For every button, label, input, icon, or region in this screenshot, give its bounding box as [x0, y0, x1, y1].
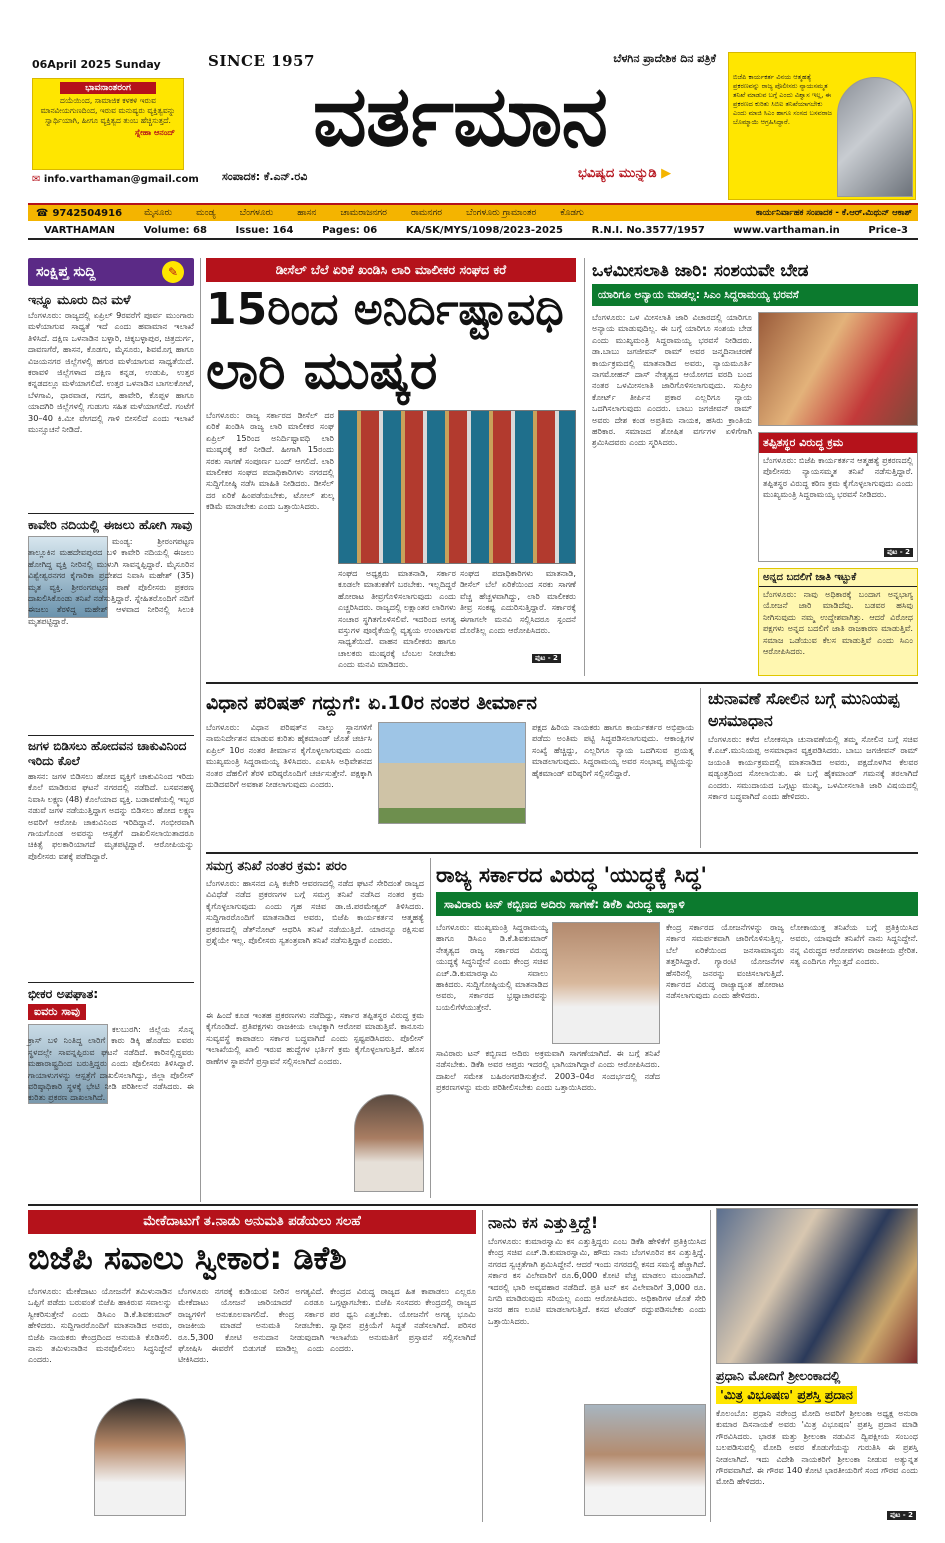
war-body-3: ಕೇಂದ್ರ ಸರ್ಕಾರದ ಯೋಜನೆಗಳನ್ನು ರಾಜ್ಯ ಸರ್ಕಾರ ಸಮರ್ಪಕವಾಗಿ ಜಾರಿಗೊಳಿಸುತ್ತಿಲ್ಲ. ಬೆಲೆ ಏರಿಕೆಯಿಂದ ಜನಸಾಮಾನ್ಯರು ತತ್ತರಿಸಿದ್ದಾರೆ. ಗ್ಯಾರಂಟಿ ಯೋಜನೆಗಳ ಹೆಸರಿನಲ್ಲಿ ಜನರನ್ನು ವಂಚಿಸಲಾಗುತ್ತಿದೆ. ಸರ್ಕಾರದ ವಿರುದ್ಧ ರಾಜ್ಯಾದ್ಯಂತ ಹೋರಾಟ ನಡೆಸಲಾಗುವುದು ಎಂದು ಹೇಳಿದರು. [666, 922, 784, 1001]
price: Price-3 [868, 225, 908, 236]
quota-box-2-body: ಬೆಂಗಳೂರು: ನಾವು ಅಧಿಕಾರಕ್ಕೆ ಬಂದಾಗ ಅನ್ನಭಾಗ್ಯ ಯೋಜನೆ ಜಾರಿ ಮಾಡಿದೆವು. ಬಡವರ ಹಸಿವು ನೀಗಿಸುವುದು ನಮ್ಮ ಉದ್ದೇಶವಾಗಿತ್ತು. ಆದರೆ ವಿರೋಧ ಪಕ್ಷಗಳು ಅನ್ನದ ಬದಲಿಗೆ ಜಾತಿ ರಾಜಕಾರಣ ಮಾಡುತ್ತಿವೆ. ಸಮಾಜ ಒಡೆಯುವ ಕೆಲಸ ಮಾಡುತ್ತಿವೆ ಎಂದು ಸಿಎಂ ಆರೋಪಿಸಿದರು. [763, 589, 913, 657]
brief-2-headline: ಕಾವೇರಿ ನದಿಯಲ್ಲಿ ಈಜಲು ಹೋಗಿ ಸಾವು [28, 517, 193, 532]
quota-headline: ಒಳಮೀಸಲಾತಿ ಜಾರಿ: ಸಂಶಯವೇ ಬೇಡ [592, 261, 809, 281]
lorry-body-1: ಬೆಂಗಳೂರು: ರಾಜ್ಯ ಸರ್ಕಾರದ ಡೀಸೆಲ್ ದರ ಏರಿಕೆ ಖಂಡಿಸಿ ರಾಜ್ಯ ಲಾರಿ ಮಾಲೀಕರ ಸಂಘ ಏಪ್ರಿಲ್ 15ರಿಂದ ಅನಿರ್ದಿಷ್ಟಾವಧಿ ಲಾರಿ ಮುಷ್ಕರಕ್ಕೆ ಕರೆ ನೀಡಿದೆ. ಹೀಗಾಗಿ 15ರಂದು ಸರಕು ಸಾಗಣೆ ಸಂಪೂರ್ಣ ಬಂದ್ ಆಗಲಿದೆ. ಲಾರಿ ಮಾಲೀಕರ ಸಂಘದ ಪದಾಧಿಕಾರಿಗಳು ನಗರದಲ್ಲಿ ಸುದ್ದಿಗೋಷ್ಠಿ ನಡೆಸಿ ಮಾಹಿತಿ ನೀಡಿದರು. ಡೀಸೆಲ್ ದರ ಏರಿಕೆ ಹಿಂಪಡೆಯಬೇಕು, ಟೋಲ್ ಶುಲ್ಕ ಕಡಿಮೆ ಮಾಡಬೇಕು ಎಂದು ಒತ್ತಾಯಿಸಿದರು. [206, 410, 334, 512]
mekedatu-body-2: ಬೆಂಗಳೂರು ನಗರಕ್ಕೆ ಕುಡಿಯುವ ನೀರಿನ ಅಗತ್ಯವಿದೆ. ಮೇಕೆದಾಟು ಯೋಜನೆ ಜಾರಿಯಾದರೆ ಎರಡೂ ರಾಜ್ಯಗಳಿಗೆ ಅನುಕೂಲವಾಗಲಿದೆ. ಕೇಂದ್ರ ಸರ್ಕಾರ ರಾಜಕೀಯ ಮಾಡದೆ ಅನುಮತಿ ನೀಡಬೇಕು. ರೂ.5,300 ಕೋಟಿ ಅನುದಾನ ನೀಡುವುದಾಗಿ ಘೋಷಿಸಿ ಈವರೆಗೆ ಬಿಡುಗಡೆ ಮಾಡಿಲ್ಲ ಎಂದು ಟೀಕಿಸಿದರು. [178, 1286, 324, 1365]
war-headline: ರಾಜ್ಯ ಸರ್ಕಾರದ ವಿರುದ್ಧ 'ಯುದ್ಧಕ್ಕೆ ಸಿದ್ಧ' [436, 863, 707, 887]
quota-box-1-headline: ತಪ್ಪಿತಸ್ಥರ ವಿರುದ್ಧ ಕ್ರಮ [759, 433, 917, 453]
pages: Pages: 06 [322, 225, 378, 236]
lorry-body-2: ಸಂಘದ ಅಧ್ಯಕ್ಷರು ಮಾತನಾಡಿ, ಸರ್ಕಾರ ಕೂಡಲೇ ಮಾತುಕತೆಗೆ ಬರಬೇಕು. ಇಲ್ಲದಿದ್ದರೆ ಹೋರಾಟ ತೀವ್ರಗೊಳಿಸಲಾಗುವುದು ಎಂದು ಎಚ್ಚರಿಸಿದರು. ರಾಜ್ಯದಲ್ಲಿ ಲಕ್ಷಾಂತರ ಲಾರಿಗಳು ಸಂಚಾರ ಸ್ಥಗಿತಗೊಳಿಸಲಿವೆ. ಇದರಿಂದ ಅಗತ್ಯ ವಸ್ತುಗಳ ಪೂರೈಕೆಯಲ್ಲಿ ವ್ಯತ್ಯಯ ಉಂಟಾಗುವ ಸಾಧ್ಯತೆಯಿದೆ. ವಾಹನ ಮಾಲೀಕರು ಹಾಗೂ ಚಾಲಕರು ಮುಷ್ಕರಕ್ಕೆ ಬೆಂಬಲ ನೀಡಬೇಕು ಎಂದು ಮನವಿ ಮಾಡಿದರು. [338, 568, 456, 670]
nav-item-mysuru[interactable]: ಮೈಸೂರು [144, 208, 173, 218]
masthead-title: ವರ್ತಮಾನ [312, 67, 608, 165]
promo-photo [837, 77, 913, 197]
email-text: info.varthaman@gmail.com [43, 174, 199, 185]
quota-box-1 [758, 432, 918, 562]
garbage-story [488, 1210, 706, 1522]
brief-1-body: ಬೆಂಗಳೂರು: ರಾಜ್ಯದಲ್ಲಿ ಏಪ್ರಿಲ್ 9ರವರೆಗೆ ಪೂರ್ವ ಮುಂಗಾರು ಮಳೆಯಾಗುವ ಸಾಧ್ಯತೆ ಇದೆ ಎಂದು ಹವಾಮಾನ ಇಲಾಖೆ ತಿಳಿಸಿದೆ. ದಕ್ಷಿಣ ಒಳನಾಡಿನ ಬಳ್ಳಾರಿ, ಚಿಕ್ಕಬಳ್ಳಾಪುರ, ಚಿತ್ರದುರ್ಗ, ದಾವಣಗೆರೆ, ಹಾಸನ, ಕೊಡಗು, ಮೈಸೂರು, ಶಿವಮೊಗ್ಗ ಹಾಗೂ ವಿಜಯನಗರ ಜಿಲ್ಲೆಗಳಲ್ಲಿ ಹಗುರ ಮಳೆಯಾಗುವ ಸಾಧ್ಯತೆಯಿದೆ. ಕರಾವಳಿ ಜಿಲ್ಲೆಗಳಾದ ದಕ್ಷಿಣ ಕನ್ನಡ, ಉಡುಪಿ, ಉತ್ತರ ಕನ್ನಡದಲ್ಲೂ ಮಳೆಯಾಗಲಿದೆ. ಉತ್ತರ ಒಳನಾಡಿನ ಬಾಗಲಕೋಟೆ, ಬೆಳಗಾವಿ, ಧಾರವಾಡ, ಗದಗ, ಹಾವೇರಿ, ಕೊಪ್ಪಳ ಹಾಗೂ ಯಾದಗಿರಿ ಜಿಲ್ಲೆಗಳಲ್ಲಿ ಗುಡುಗು ಸಹಿತ ಮಳೆಯಾಗಲಿದೆ. ಗಂಟೆಗೆ 30–40 ಕಿ.ಮೀ ವೇಗದಲ್ಲಿ ಗಾಳಿ ಬೀಸಲಿದೆ ಎಂದು ಇಲಾಖೆ ಮುನ್ಸೂಚನೆ ನೀಡಿದೆ. [28, 310, 194, 435]
mekedatu-body-1: ಬೆಂಗಳೂರು: ಮೇಕೆದಾಟು ಯೋಜನೆಗೆ ತಮಿಳುನಾಡಿನ ಒಪ್ಪಿಗೆ ಪಡೆದು ಬರುವಂತೆ ಬಿಜೆಪಿ ಹಾಕಿರುವ ಸವಾಲನ್ನು ಸ್ವೀಕರಿಸುತ್ತೇನೆ ಎಂದು ಡಿಸಿಎಂ ಡಿ.ಕೆ.ಶಿವಕುಮಾರ್ ಹೇಳಿದರು. ಸುದ್ದಿಗಾರರೊಂದಿಗೆ ಮಾತನಾಡಿದ ಅವರು, ಬಿಜೆಪಿ ನಾಯಕರು ಕೇಂದ್ರದಿಂದ ಅನುಮತಿ ಕೊಡಿಸಲಿ. ನಾನು ತಮಿಳುನಾಡಿನ ಮನವೊಲಿಸಲು ಸಿದ್ಧನಿದ್ದೇನೆ ಎಂದರು. [28, 1286, 172, 1365]
war-subhead: ಸಾವಿರಾರು ಟನ್ ಕಬ್ಬಿಣದ ಅದಿರು ಸಾಗಣೆ: ಡಿಕೆಶಿ ವಿರುದ್ಧ ವಾಗ್ದಾಳಿ [436, 892, 918, 916]
parameshwar-story [206, 858, 424, 1198]
rni: R.N.I. No.3577/1957 [591, 225, 705, 236]
council-body-1: ಬೆಂಗಳೂರು: ವಿಧಾನ ಪರಿಷತ್‌ನ ನಾಲ್ಕು ಸ್ಥಾನಗಳಿಗೆ ನಾಮನಿರ್ದೇಶನ ಮಾಡುವ ಕುರಿತು ಹೈಕಮಾಂಡ್ ಜೊತೆ ಚರ್ಚಿಸಿ ಏಪ್ರಿಲ್ 10ರ ನಂತರ ತೀರ್ಮಾನ ಕೈಗೊಳ್ಳಲಾಗುವುದು ಎಂದು ಮುಖ್ಯಮಂತ್ರಿ ಸಿದ್ದರಾಮಯ್ಯ ತಿಳಿಸಿದರು. ಎಐಸಿಸಿ ಅಧಿವೇಶನದ ನಂತರ ದೆಹಲಿಗೆ ತೆರಳಿ ವರಿಷ್ಠರೊಂದಿಗೆ ಚರ್ಚಿಸುತ್ತೇನೆ. ಪಕ್ಷಕ್ಕಾಗಿ ದುಡಿದವರಿಗೆ ಅವಕಾಶ ನೀಡಲಾಗುವುದು ಎಂದರು. [206, 722, 372, 790]
issue: Issue: 164 [235, 225, 294, 236]
lorry-headline-2: ಲಾರಿ ಮುಷ್ಕರ [206, 341, 438, 401]
exec-editor: ಕಾರ್ಯನಿರ್ವಾಹಕ ಸಂಪಾದಕ - ಕೆ.ಆರ್.ಮಿಥುನ್ ಆಕಾಶ್ [755, 208, 912, 218]
nav-item-bengaluru[interactable]: ಬೆಂಗಳೂರು [239, 208, 274, 218]
since-label: SINCE 1957 [208, 52, 315, 70]
promo-box [728, 52, 916, 200]
play-icon: ▶ [661, 166, 672, 181]
nav-item-chamarajanagar[interactable]: ಚಾಮರಾಜನಗರ [340, 208, 387, 218]
quota-box-2 [758, 568, 918, 676]
lorry-photo [338, 410, 576, 564]
nav-item-hassan[interactable]: ಹಾಸನ [297, 208, 317, 218]
left-column [28, 258, 194, 1202]
brief-2-body: ಮಂಡ್ಯ: ಶ್ರೀರಂಗಪಟ್ಟಣ ತಾಲ್ಲೂಕಿನ ಮಹದೇವಪುರದ ಬಳಿ ಕಾವೇರಿ ನದಿಯಲ್ಲಿ ಈಜಲು ಹೋಗಿದ್ದ ವ್ಯಕ್ತಿ ನೀರಿನಲ್ಲಿ ಮುಳುಗಿ ಸಾವನ್ನಪ್ಪಿದ್ದಾರೆ. ಮೈಸೂರಿನ ವಿಶ್ವೇಶ್ವರನಗರ ಕೈಗಾರಿಕಾ ಪ್ರದೇಶದ ನಿವಾಸಿ ಮಹೇಶ್ (35) ಮೃತ ವ್ಯಕ್ತಿ. ಶ್ರೀರಂಗಪಟ್ಟಣ ಠಾಣೆ ಪೊಲೀಸರು ಪ್ರಕರಣ ದಾಖಲಿಸಿಕೊಂಡು ತನಿಖೆ ನಡೆಸುತ್ತಿದ್ದಾರೆ. ಸ್ನೇಹಿತರೊಂದಿಗೆ ನದಿಗೆ ಈಜಲು ತೆರಳಿದ್ದ ಮಹೇಶ್ ಆಳವಾದ ನೀರಿನಲ್ಲಿ ಸಿಲುಕಿ ಮೃತಪಟ್ಟಿದ್ದಾರೆ. [28, 536, 194, 626]
brief-header [28, 258, 194, 286]
quota-continued[interactable]: ಪುಟ - 2 [884, 548, 913, 557]
nav-item-mandya[interactable]: ಮಂಡ್ಯ [196, 208, 216, 218]
kumaraswamy-photo [552, 922, 660, 1044]
thought-text: ದಯೆಯಿಂದ, ಸಾಮಾಜಿಕ ಕಳಕಳಿ ಇರುವ ಮಾನವೀಯಗುಣದಿಂದ, ಇರುವ ಮನುಷ್ಯರು ವ್ಯಕ್ತಿತ್ವವನ್ನು ಸ್ವಾರ್ಥಿಯಾಗಿ, ಹೀಗೂ ವ್ಯಕ್ತಿತ್ವದ ತುಂಬ ಹೆಚ್ಚಿಸುತ್ತದೆ. [40, 96, 176, 125]
editor-line: ಸಂಪಾದಕ: ಕೆ.ಎನ್.ರವಿ [222, 170, 308, 183]
war-body-1: ಬೆಂಗಳೂರು: ಮುಖ್ಯಮಂತ್ರಿ ಸಿದ್ದರಾಮಯ್ಯ ಹಾಗೂ ಡಿಸಿಎಂ ಡಿ.ಕೆ.ಶಿವಕುಮಾರ್ ನೇತೃತ್ವದ ರಾಜ್ಯ ಸರ್ಕಾರದ ವಿರುದ್ಧ ಯುದ್ಧಕ್ಕೆ ಸಿದ್ಧನಿದ್ದೇನೆ ಎಂದು ಕೇಂದ್ರ ಸಚಿವ ಎಚ್.ಡಿ.ಕುಮಾರಸ್ವಾಮಿ ಸವಾಲು ಹಾಕಿದರು. ಸುದ್ದಿಗೋಷ್ಠಿಯಲ್ಲಿ ಮಾತನಾಡಿದ ಅವರು, ಸರ್ಕಾರದ ಭ್ರಷ್ಟಾಚಾರವನ್ನು ಬಯಲಿಗೆಳೆಯುತ್ತೇನೆ. [436, 922, 548, 1012]
motto [578, 166, 671, 181]
brief-3-body: ಹಾಸನ: ಜಗಳ ಬಿಡಿಸಲು ಹೋದ ವ್ಯಕ್ತಿಗೆ ಚಾಕುವಿನಿಂದ ಇರಿದು ಕೊಲೆ ಮಾಡಿರುವ ಘಟನೆ ನಗರದಲ್ಲಿ ನಡೆದಿದೆ. ಬಸವನಹಳ್ಳಿ ನಿವಾಸಿ ಲಕ್ಷ್ಮಣ (48) ಕೊಲೆಯಾದ ವ್ಯಕ್ತಿ. ಬಡಾವಣೆಯಲ್ಲಿ ಇಬ್ಬರ ನಡುವೆ ಜಗಳ ನಡೆಯುತ್ತಿದ್ದಾಗ ಅದನ್ನು ಬಿಡಿಸಲು ಹೋದ ಲಕ್ಷ್ಮಣ ಅವರಿಗೆ ಆರೋಪಿ ಚಾಕುವಿನಿಂದ ಇರಿದಿದ್ದಾನೆ. ಗಂಭೀರವಾಗಿ ಗಾಯಗೊಂಡ ಅವರನ್ನು ಆಸ್ಪತ್ರೆಗೆ ದಾಖಲಿಸಲಾಯಿತಾದರೂ ಚಿಕಿತ್ಸೆ ಫಲಕಾರಿಯಾಗದೆ ಮೃತಪಟ್ಟಿದ್ದಾರೆ. ಆರೋಪಿಯನ್ನು ಪೊಲೀಸರು ವಶಕ್ಕೆ ಪಡೆದಿದ್ದಾರೆ. [28, 771, 194, 861]
nav-item-bengaluru-rural[interactable]: ಬೆಂಗಳೂರು ಗ್ರಾಮಾಂತರ [466, 208, 537, 218]
email-icon: ✉ [32, 174, 41, 185]
lorry-kicker: ಡೀಸೆಲ್ ಬೆಲೆ ಏರಿಕೆ ಖಂಡಿಸಿ ಲಾರಿ ಮಾಲೀಕರ ಸಂಘದ ಕರೆ [206, 258, 576, 282]
motto-text: ಭವಿಷ್ಯದ ಮುನ್ನುಡಿ [578, 166, 657, 181]
quota-box-1-body: ಬೆಂಗಳೂರು: ಬಿಜೆಪಿ ಕಾರ್ಯಕರ್ತನ ಆತ್ಮಹತ್ಯೆ ಪ್ರಕರಣದಲ್ಲಿ ಪೊಲೀಸರು ನ್ಯಾಯಸಮ್ಮತ ತನಿಖೆ ನಡೆಸುತ್ತಿದ್ದಾರೆ. ತಪ್ಪಿತಸ್ಥರ ವಿರುದ್ಧ ಕಠಿಣ ಕ್ರಮ ಕೈಗೊಳ್ಳಲಾಗುವುದು ಎಂದು ಮುಖ್ಯಮಂತ್ರಿ ಸಿದ್ದರಾಮಯ್ಯ ಭರವಸೆ ನೀಡಿದರು. [763, 455, 913, 500]
info-bar [28, 223, 918, 240]
parameshwar-photo [354, 1094, 424, 1192]
phone-number[interactable]: 9742504916 [52, 207, 123, 219]
council-photo [378, 722, 526, 824]
region-nav [28, 203, 918, 221]
garbage-headline: ನಾನು ಕಸ ಎತ್ತುತ್ತಿದ್ದೆ! [488, 1213, 599, 1232]
quota-subhead: ಯಾರಿಗೂ ಅನ್ಯಾಯ ಮಾಡಲ್ಲ: ಸಿಎಂ ಸಿದ್ದರಾಮಯ್ಯ ಭರವಸೆ [592, 284, 918, 306]
hdk-photo [584, 1404, 706, 1516]
modi-continued[interactable]: ಪುಟ - 2 [887, 1511, 916, 1520]
modi-photo [716, 1208, 918, 1364]
brief-3-headline: ಜಗಳ ಬಿಡಿಸಲು ಹೋದವನ ಚಾಕುವಿನಿಂದ ಇರಿದು ಕೊಲೆ [28, 739, 187, 768]
modi-headline: ಪ್ರಧಾನಿ ಮೋದಿಗೆ ಶ್ರೀಲಂಕಾದಲ್ಲಿ [716, 1368, 841, 1383]
lorry-continued[interactable]: ಪುಟ - 2 [532, 654, 561, 663]
tagline: ಬೆಳಗಿನ ಪ್ರಾದೇಶಿಕ ದಿನ ಪತ್ರಿಕೆ [613, 52, 716, 65]
thought-title: ಭಾವನಾಂತರಂಗ [60, 82, 156, 94]
garbage-body: ಬೆಂಗಳೂರು: ಕುಮಾರಸ್ವಾಮಿ ಕಸ ಎತ್ತುತ್ತಿದ್ದರು ಎಂಬ ಡಿಕೆಶಿ ಹೇಳಿಕೆಗೆ ಪ್ರತಿಕ್ರಿಯಿಸಿದ ಕೇಂದ್ರ ಸಚಿವ ಎಚ್.ಡಿ.ಕುಮಾರಸ್ವಾಮಿ, ಹೌದು ನಾನು ಬೆಂಗಳೂರಿನ ಕಸ ಎತ್ತುತ್ತಿದ್ದೆ. ನಗರದ ಸ್ವಚ್ಛತೆಗಾಗಿ ಶ್ರಮಿಸಿದ್ದೇನೆ. ಆದರೆ ಇಂದು ನಗರದಲ್ಲಿ ಕಸದ ಸಮಸ್ಯೆ ಹೆಚ್ಚಾಗಿದೆ. ಸರ್ಕಾರ ಕಸ ವಿಲೇವಾರಿಗೆ ರೂ.6,000 ಕೋಟಿ ವೆಚ್ಚ ಮಾಡಲು ಮುಂದಾಗಿದೆ. ಇದರಲ್ಲಿ ಭಾರಿ ಅವ್ಯವಹಾರ ನಡೆದಿದೆ. ಪ್ರತಿ ಟನ್ ಕಸ ವಿಲೇವಾರಿಗೆ 3,000 ರೂ. ನಿಗದಿ ಮಾಡಿರುವುದು ಸರಿಯಲ್ಲ ಎಂದು ಆರೋಪಿಸಿದರು. ಅಧಿಕಾರಿಗಳ ಜೊತೆ ಸೇರಿ ಜನರ ಹಣ ಲೂಟಿ ಮಾಡಲಾಗುತ್ತಿದೆ. ಕಸದ ಟೆಂಡರ್ ರದ್ದುಪಡಿಸಬೇಕು ಎಂದು ಒತ್ತಾಯಿಸಿದರು. [488, 1236, 706, 1326]
council-body-2: ಪಕ್ಷದ ಹಿರಿಯ ನಾಯಕರು ಹಾಗೂ ಕಾರ್ಯಕರ್ತರ ಅಭಿಪ್ರಾಯ ಪಡೆದು ಅಂತಿಮ ಪಟ್ಟಿ ಸಿದ್ಧಪಡಿಸಲಾಗುವುದು. ಆಕಾಂಕ್ಷಿಗಳ ಸಂಖ್ಯೆ ಹೆಚ್ಚಿದ್ದು, ಎಲ್ಲರಿಗೂ ನ್ಯಾಯ ಒದಗಿಸುವ ಪ್ರಯತ್ನ ಮಾಡಲಾಗುವುದು. ಸಿದ್ದರಾಮಯ್ಯ ಅವರ ಸಂಭಾವ್ಯ ಪಟ್ಟಿಯನ್ನು ಹೈಕಮಾಂಡ್ ವರಿಷ್ಠರಿಗೆ ಸಲ್ಲಿಸಲಿದ್ದಾರೆ. [532, 722, 694, 778]
parameshwar-headline: ಸಮಗ್ರ ತನಿಖೆ ನಂತರ ಕ್ರಮ: ಪರಂ [206, 859, 347, 874]
nav-item-ramanagar[interactable]: ರಾಮನಗರ [410, 208, 443, 218]
lorry-headline-1: 15ರಿಂದ ಅನಿರ್ದಿಷ್ಟಾವಧಿ [206, 284, 564, 335]
quota-box-2-headline: ಅನ್ನದ ಬದಲಿಗೆ ಜಾತಿ ಇಟ್ಟುಕೆ [759, 569, 917, 587]
thought-author: ಸ್ನೇಹಾ ಆನಂದ್ [134, 128, 175, 137]
council-story [206, 688, 694, 848]
war-body-4: ಲೋಕಾಯುಕ್ತ ತನಿಖೆಯ ಬಗ್ಗೆ ಪ್ರತಿಕ್ರಿಯಿಸಿದ ಅವರು, ಯಾವುದೇ ತನಿಖೆಗೆ ನಾನು ಸಿದ್ಧನಿದ್ದೇನೆ. ನನ್ನ ವಿರುದ್ಧದ ಆರೋಪಗಳು ರಾಜಕೀಯ ಪ್ರೇರಿತ. ಸತ್ಯ ಎಂದಿಗೂ ಗೆಲ್ಲುತ್ತದೆ ಎಂದರು. [790, 922, 918, 967]
brief-4-body: ಕಲಬುರಗಿ: ಜಿಲ್ಲೆಯ ಸೊನ್ನ ಕ್ರಾಸ್ ಬಳಿ ನಿಂತಿದ್ದ ಲಾರಿಗೆ ಕಾರು ಡಿಕ್ಕಿ ಹೊಡೆದು ಐವರು ಸ್ಥಳದಲ್ಲೇ ಸಾವನ್ನಪ್ಪಿರುವ ಘಟನೆ ನಡೆದಿದೆ. ಕಾರಿನಲ್ಲಿದ್ದವರು ಮಹಾರಾಷ್ಟ್ರದಿಂದ ಬರುತ್ತಿದ್ದರು ಎಂದು ಪೊಲೀಸರು ತಿಳಿಸಿದ್ದಾರೆ. ಗಾಯಾಳುಗಳನ್ನು ಆಸ್ಪತ್ರೆಗೆ ದಾಖಲಿಸಲಾಗಿದ್ದು, ಜಿಲ್ಲಾ ಪೊಲೀಸ್ ವರಿಷ್ಠಾಧಿಕಾರಿ ಸ್ಥಳಕ್ಕೆ ಭೇಟಿ ನೀಡಿ ಪರಿಶೀಲನೆ ನಡೆಸಿದರು. ಈ ಕುರಿತು ಪ್ರಕರಣ ದಾಖಲಾಗಿದೆ. [28, 1024, 194, 1103]
website[interactable]: www.varthaman.in [733, 225, 840, 236]
war-story [436, 858, 918, 1198]
muniyappa-body: ಬೆಂಗಳೂರು: ಕಳೆದ ಲೋಕಸಭಾ ಚುನಾವಣೆಯಲ್ಲಿ ತಮ್ಮ ಸೋಲಿನ ಬಗ್ಗೆ ಸಚಿವ ಕೆ.ಎಚ್.ಮುನಿಯಪ್ಪ ಅಸಮಾಧಾನ ವ್ಯಕ್ತಪಡಿಸಿದರು. ಬಾಬು ಜಗಜೀವನ್ ರಾಮ್ ಜಯಂತಿ ಕಾರ್ಯಕ್ರಮದಲ್ಲಿ ಮಾತನಾಡಿದ ಅವರು, ಪಕ್ಷದೊಳಗಿನ ಕೆಲವರ ಷಡ್ಯಂತ್ರದಿಂದ ಸೋಲಾಯಿತು. ಈ ಬಗ್ಗೆ ಹೈಕಮಾಂಡ್ ಗಮನಕ್ಕೆ ತರಲಾಗಿದೆ ಎಂದರು. ಸಮುದಾಯದ ಒಗ್ಗಟ್ಟು ಮುಖ್ಯ, ಒಳಮೀಸಲಾತಿ ಜಾರಿ ವಿಷಯದಲ್ಲಿ ಸರ್ಕಾರ ಬದ್ಧವಾಗಿದೆ ಎಂದು ಹೇಳಿದರು. [708, 734, 918, 802]
megaphone-icon: ✎ [162, 261, 184, 283]
modi-story [716, 1204, 918, 1522]
brief-1-headline: ಇನ್ನೂ ಮೂರು ದಿನ ಮಳೆ [28, 292, 131, 307]
lorry-body-3: ಸಂಘದ ಪದಾಧಿಕಾರಿಗಳು ಮಾತನಾಡಿ, ಡೀಸೆಲ್ ಬೆಲೆ ಏರಿಕೆಯಿಂದ ಸರಕು ಸಾಗಣೆ ವೆಚ್ಚ ಹೆಚ್ಚಳವಾಗಿದ್ದು, ಲಾರಿ ಮಾಲೀಕರು ತೀವ್ರ ಸಂಕಷ್ಟ ಎದುರಿಸುತ್ತಿದ್ದಾರೆ. ಸರ್ಕಾರಕ್ಕೆ ಈಗಾಗಲೇ ಮನವಿ ಸಲ್ಲಿಸಿದರೂ ಸ್ಪಂದನೆ ದೊರೆತಿಲ್ಲ ಎಂದು ಆರೋಪಿಸಿದರು. [460, 568, 576, 636]
war-body-2: ಸಾವಿರಾರು ಟನ್ ಕಬ್ಬಿಣದ ಅದಿರು ಅಕ್ರಮವಾಗಿ ಸಾಗಣೆಯಾಗಿದೆ. ಈ ಬಗ್ಗೆ ತನಿಖೆ ನಡೆಸಬೇಕು. ಡಿಕೆಶಿ ಅವರ ಆಪ್ತರು ಇದರಲ್ಲಿ ಭಾಗಿಯಾಗಿದ್ದಾರೆ ಎಂದು ಆರೋಪಿಸಿದರು. ದಾಖಲೆ ಸಮೇತ ಬಹಿರಂಗಪಡಿಸುತ್ತೇನೆ. 2003–04ರ ಸಂದರ್ಭದಲ್ಲಿ ನಡೆದ ಪ್ರಕರಣಗಳನ್ನು ಮರು ಪರಿಶೀಲಿಸಬೇಕು ಎಂದು ಒತ್ತಾಯಿಸಿದರು. [436, 1048, 660, 1093]
mekedatu-body-3: ಕೇಂದ್ರದ ವಿರುದ್ಧ ರಾಜ್ಯದ ಹಿತ ಕಾಪಾಡಲು ಎಲ್ಲರೂ ಒಗ್ಗಟ್ಟಾಗಬೇಕು. ಬಿಜೆಪಿ ಸಂಸದರು ಕೇಂದ್ರದಲ್ಲಿ ರಾಜ್ಯದ ಪರ ಧ್ವನಿ ಎತ್ತಬೇಕು. ಯೋಜನೆಗೆ ಅಗತ್ಯ ಭೂಮಿ ಸ್ವಾಧೀನ ಪ್ರಕ್ರಿಯೆಗೆ ಸಿದ್ಧತೆ ನಡೆಸಲಾಗಿದೆ. ಪರಿಸರ ಇಲಾಖೆಯ ಅನುಮತಿಗೆ ಪ್ರಸ್ತಾವನೆ ಸಲ್ಲಿಸಲಾಗಿದೆ ಎಂದರು. [330, 1286, 476, 1354]
nav-item-kodagu[interactable]: ಕೊಡಗು [560, 208, 584, 218]
registration: KA/SK/MYS/1098/2023-2025 [405, 225, 563, 236]
quota-photo [758, 312, 918, 426]
quota-story [592, 258, 918, 678]
brief-4-headline: ಭೀಕರ ಅಪಘಾತ: [28, 986, 99, 1001]
brief-4-subhead: ಐವರು ಸಾವು [28, 1004, 86, 1020]
lorry-story [206, 258, 576, 678]
paper-name: VARTHAMAN [44, 225, 116, 236]
modi-body: ಕೊಲಂಬೊ: ಪ್ರಧಾನಿ ನರೇಂದ್ರ ಮೋದಿ ಅವರಿಗೆ ಶ್ರೀಲಂಕಾ ಅಧ್ಯಕ್ಷ ಅನುರಾ ಕುಮಾರ ದಿಸನಾಯಕೆ ಅವರು 'ಮಿತ್ರ ವಿಭೂಷಣ' ಪ್ರಶಸ್ತಿ ಪ್ರದಾನ ಮಾಡಿ ಗೌರವಿಸಿದರು. ಭಾರತ ಮತ್ತು ಶ್ರೀಲಂಕಾ ನಡುವಿನ ದ್ವಿಪಕ್ಷೀಯ ಸಂಬಂಧ ಬಲಪಡಿಸುವಲ್ಲಿ ಮೋದಿ ಅವರ ಕೊಡುಗೆಯನ್ನು ಗುರುತಿಸಿ ಈ ಪ್ರಶಸ್ತಿ ನೀಡಲಾಗಿದೆ. ಇದು ವಿದೇಶಿ ನಾಯಕರಿಗೆ ಶ್ರೀಲಂಕಾ ನೀಡುವ ಅತ್ಯುನ್ನತ ಗೌರವವಾಗಿದೆ. ಈ ಗೌರವ 140 ಕೋಟಿ ಭಾರತೀಯರಿಗೆ ಸಂದ ಗೌರವ ಎಂದು ಮೋದಿ ಹೇಳಿದರು. [716, 1408, 918, 1487]
dks-photo [94, 1398, 186, 1516]
quota-body: ಬೆಂಗಳೂರು: ಒಳ ಮೀಸಲಾತಿ ಜಾರಿ ವಿಚಾರದಲ್ಲಿ ಯಾರಿಗೂ ಅನ್ಯಾಯ ಮಾಡುವುದಿಲ್ಲ. ಈ ಬಗ್ಗೆ ಯಾರಿಗೂ ಸಂಶಯ ಬೇಡ ಎಂದು ಮುಖ್ಯಮಂತ್ರಿ ಸಿದ್ದರಾಮಯ್ಯ ಭರವಸೆ ನೀಡಿದರು. ಡಾ.ಬಾಬು ಜಗಜೀವನ್ ರಾಮ್ ಅವರ ಜನ್ಮದಿನಾಚರಣೆ ಕಾರ್ಯಕ್ರಮದಲ್ಲಿ ಮಾತನಾಡಿದ ಅವರು, ನ್ಯಾಯಮೂರ್ತಿ ನಾಗಮೋಹನ್ ದಾಸ್ ನೇತೃತ್ವದ ಆಯೋಗದ ವರದಿ ಬಂದ ನಂತರ ಒಳಮೀಸಲಾತಿ ಜಾರಿಗೊಳಿಸಲಾಗುವುದು. ಸುಪ್ರೀಂ ಕೋರ್ಟ್ ತೀರ್ಪಿನ ಪ್ರಕಾರ ಎಲ್ಲರಿಗೂ ನ್ಯಾಯ ಒದಗಿಸಲಾಗುವುದು ಎಂದರು. ಬಾಬು ಜಗಜೀವನ್ ರಾಮ್ ಅವರು ದೇಶ ಕಂಡ ಅಪ್ರತಿಮ ನಾಯಕ, ಹಸಿರು ಕ್ರಾಂತಿಯ ಹರಿಕಾರ. ಸಮಾಜದ ಶೋಷಿತ ವರ್ಗಗಳ ಏಳಿಗೆಗಾಗಿ ಶ್ರಮಿಸಿದವರು ಎಂದು ಸ್ಮರಿಸಿದರು. [592, 312, 752, 448]
council-headline: ವಿಧಾನ ಪರಿಷತ್ ಗದ್ದುಗೆ: ಏ.10ರ ನಂತರ ತೀರ್ಮಾನ [206, 692, 537, 714]
mekedatu-headline: ಬಿಜೆಪಿ ಸವಾಲು ಸ್ವೀಕಾರ: ಡಿಕೆಶಿ [28, 1239, 347, 1277]
phone-icon: ☎ [36, 207, 49, 219]
modi-headline-2: 'ಮಿತ್ರ ವಿಭೂಷಣ' ಪ್ರಶಸ್ತಿ ಪ್ರದಾನ [716, 1386, 857, 1404]
mekedatu-kicker: ಮೇಕೆದಾಟುಗೆ ತ.ನಾಡು ಅನುಮತಿ ಪಡೆಯಲು ಸಲಹೆ [28, 1210, 476, 1234]
parameshwar-body-1: ಬೆಂಗಳೂರು: ಹಾಸನದ ಎಸ್ಪಿ ಕಚೇರಿ ಆವರಣದಲ್ಲಿ ನಡೆದ ಘಟನೆ ಸೇರಿದಂತೆ ರಾಜ್ಯದ ವಿವಿಧೆಡೆ ನಡೆದ ಪ್ರಕರಣಗಳ ಬಗ್ಗೆ ಸಮಗ್ರ ತನಿಖೆ ನಡೆಸಿದ ನಂತರ ಕ್ರಮ ಕೈಗೊಳ್ಳಲಾಗುವುದು ಎಂದು ಗೃಹ ಸಚಿವ ಡಾ.ಜಿ.ಪರಮೇಶ್ವರ್ ತಿಳಿಸಿದರು. ಸುದ್ದಿಗಾರರೊಂದಿಗೆ ಮಾತನಾಡಿದ ಅವರು, ಬಿಜೆಪಿ ಕಾರ್ಯಕರ್ತನ ಆತ್ಮಹತ್ಯೆ ಪ್ರಕರಣದಲ್ಲಿ ಡೆತ್‌ನೋಟ್ ಆಧರಿಸಿ ತನಿಖೆ ನಡೆಯುತ್ತಿದೆ. ಯಾರನ್ನೂ ರಕ್ಷಿಸುವ ಪ್ರಶ್ನೆಯೇ ಇಲ್ಲ. ಪೊಲೀಸರು ಸ್ವತಂತ್ರವಾಗಿ ತನಿಖೆ ನಡೆಸುತ್ತಿದ್ದಾರೆ ಎಂದರು. [206, 878, 424, 946]
mekedatu-story [28, 1210, 476, 1522]
muniyappa-headline: ಚುನಾವಣೆ ಸೋಲಿನ ಬಗ್ಗೆ ಮುನಿಯಪ್ಪ ಅಸಮಾಧಾನ [708, 689, 900, 730]
muniyappa-story [708, 688, 918, 848]
email-line[interactable] [32, 174, 202, 185]
brief-title: ಸಂಕ್ಷಿಪ್ತ ಸುದ್ದಿ [36, 264, 96, 280]
promo-text: ಬಿಜೆಪಿ ಕಾರ್ಯಕರ್ತ ವಿನಯ ಆತ್ಮಹತ್ಯೆ ಪ್ರಕರಣವನ್ನು ರಾಜ್ಯ ಪೊಲೀಸರು ನ್ಯಾಯಸಮ್ಮತ ತನಿಖೆ ಮಾಡುವ ಬಗ್ಗೆ ಎಂದು ವಿಶ್ವಾಸ ಇಲ್ಲ, ಈ ಪ್ರಕರಣದ ಕುರಿತು ಸಿಬಿಐ ತನಿಖೆಯಾಗಬೇಕು ಎಂದು ಮಾಜಿ ಸಿಎಂ ಹಾಗೂ ಸಂಸದ ಬಸವರಾಜ ಬೊಮ್ಮಾಯಿ ಆಗ್ರಹಿಸಿದ್ದಾರೆ. [733, 73, 832, 126]
thought-box [32, 78, 184, 170]
parameshwar-body-2: ಈ ಹಿಂದೆ ಕೂಡ ಇಂತಹ ಪ್ರಕರಣಗಳು ನಡೆದಿದ್ದು, ಸರ್ಕಾರ ತಪ್ಪಿತಸ್ಥರ ವಿರುದ್ಧ ಕ್ರಮ ಕೈಗೊಂಡಿದೆ. ಪ್ರತಿಪಕ್ಷಗಳು ರಾಜಕೀಯ ಲಾಭಕ್ಕಾಗಿ ಆರೋಪ ಮಾಡುತ್ತಿವೆ. ಕಾನೂನು ಸುವ್ಯವಸ್ಥೆ ಕಾಪಾಡಲು ಸರ್ಕಾರ ಬದ್ಧವಾಗಿದೆ ಎಂದು ಸ್ಪಷ್ಟಪಡಿಸಿದರು. ಪೊಲೀಸ್ ಇಲಾಖೆಯಲ್ಲಿ ಖಾಲಿ ಇರುವ ಹುದ್ದೆಗಳ ಭರ್ತಿಗೆ ಕ್ರಮ ಕೈಗೊಳ್ಳಲಾಗುತ್ತಿದೆ. ಹೊಸ ಠಾಣೆಗಳ ಸ್ಥಾಪನೆಗೆ ಪ್ರಸ್ತಾವನೆ ಸಲ್ಲಿಸಲಾಗಿದೆ ಎಂದರು. [206, 1010, 424, 1066]
date-line: 06April 2025 Sunday [32, 58, 161, 71]
volume: Volume: 68 [143, 225, 207, 236]
